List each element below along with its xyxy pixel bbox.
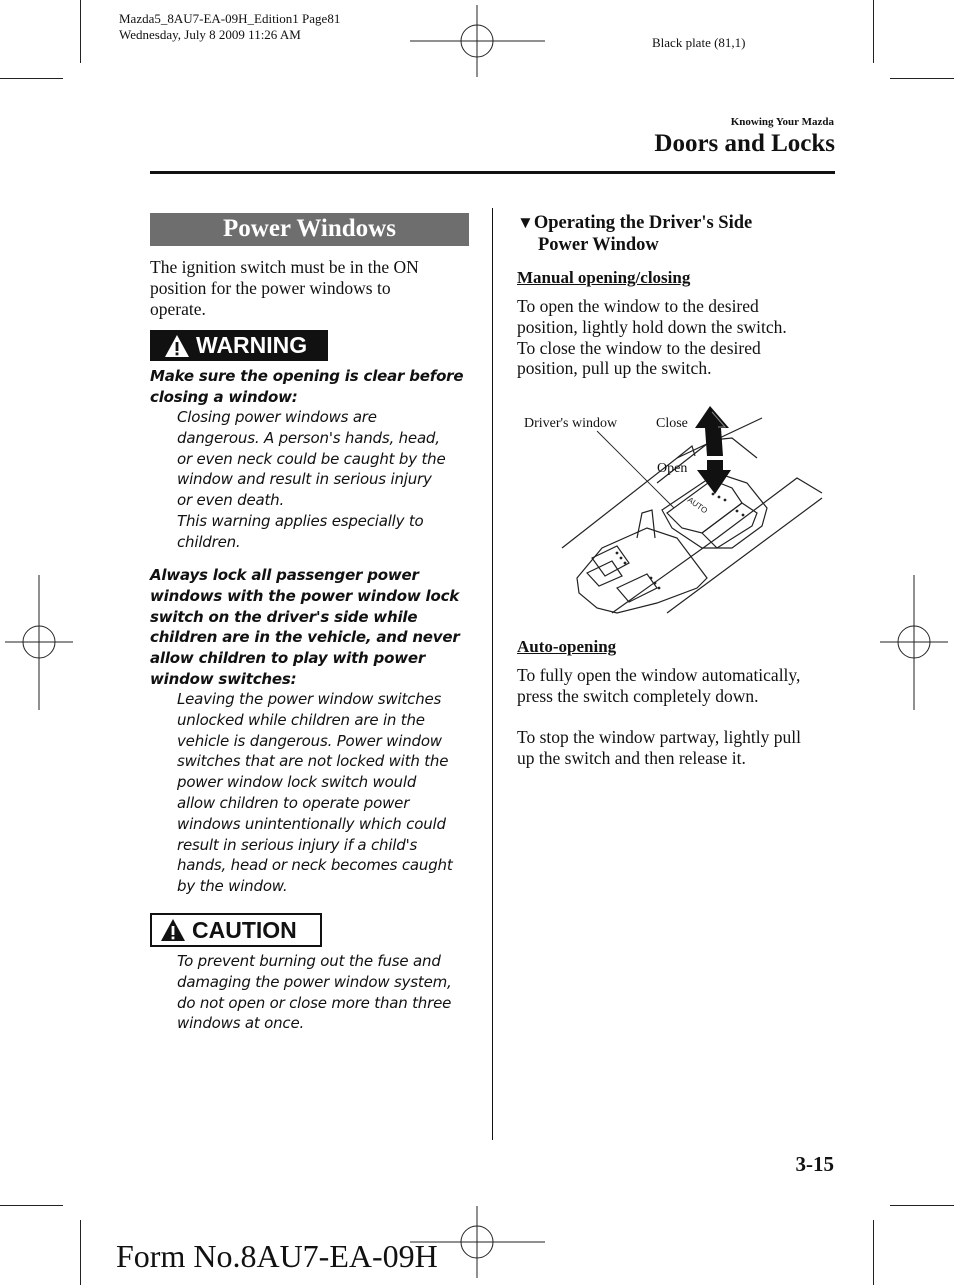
text-line: Operating the Driver's Side [533, 213, 753, 233]
up-down-arrow-icon [695, 406, 731, 494]
text-line: operate. [150, 298, 206, 319]
text-line: Make sure the opening is clear before [150, 367, 464, 385]
open-label: Open [657, 461, 688, 476]
text-line: To fully open the window automatically, [517, 665, 801, 685]
text-line: dangerous. A person's hands, head, [177, 428, 440, 447]
auto-opening-paragraph [517, 665, 837, 707]
auto-label: AUTO [685, 495, 710, 516]
text-line: window switches: [150, 669, 297, 688]
crop-mark [890, 1205, 954, 1206]
print-header-file: Mazda5_8AU7-EA-09H_Edition1 Page81 [119, 11, 341, 26]
caution-badge [150, 913, 322, 947]
close-label: Close [656, 416, 688, 431]
text-line: or even neck could be caught by the [177, 449, 446, 468]
text-line: allow children to play with power [150, 649, 426, 668]
text-line: windows at once. [177, 1014, 305, 1033]
caution-label: CAUTION [192, 916, 297, 943]
text-line: closing a window: [150, 387, 298, 406]
crop-mark [873, 1220, 874, 1285]
auto-opening-heading: Auto-opening [517, 637, 617, 656]
text-line: Closing power windows are [177, 408, 377, 426]
page-number: 3-15 [795, 1152, 834, 1176]
column-divider [492, 208, 493, 1140]
text-line: damaging the power window system, [177, 972, 452, 991]
text-line: unlocked while children are in the [177, 710, 425, 729]
power-window-switch-diagram [517, 398, 835, 623]
text-line: windows unintentionally which could [177, 814, 446, 833]
text-line: windows with the power window lock [150, 586, 460, 605]
text-line: position, pull up the switch. [517, 358, 712, 379]
warning-badge [150, 330, 328, 361]
form-number-footer: Form No.8AU7-EA-09H [116, 1238, 438, 1274]
text-line: press the switch completely down. [517, 685, 759, 706]
crop-mark [890, 78, 954, 79]
warning-1-body [177, 407, 477, 553]
text-line: window and result in serious injury [177, 470, 432, 489]
text-line: power window lock switch would [177, 773, 417, 792]
warning-2-heading [150, 565, 480, 690]
warning-triangle-icon [164, 334, 190, 358]
text-line: Power Window [538, 235, 659, 255]
text-line: position, lightly hold down the switch. [517, 316, 787, 337]
text-line: or even death. [177, 491, 285, 510]
warning-1-heading [150, 366, 480, 408]
print-header-date: Wednesday, July 8 2009 11:26 AM [119, 27, 301, 42]
text-line: Leaving the power window switches [177, 690, 442, 708]
intro-paragraph [150, 257, 470, 319]
section-category: Knowing Your Mazda [730, 116, 834, 128]
crop-mark [0, 1205, 63, 1206]
text-line: switch on the driver's side while [150, 607, 418, 626]
text-line: Always lock all passenger power [150, 566, 419, 584]
caution-body [177, 951, 477, 1034]
warning-label: WARNING [196, 332, 308, 358]
registration-mark-icon [410, 5, 545, 77]
crop-mark [80, 1220, 81, 1285]
text-line: To stop the window partway, lightly pull [517, 727, 801, 747]
registration-mark-icon [880, 575, 948, 710]
drivers-window-label: Driver's window [524, 416, 618, 431]
caution-triangle-icon [160, 918, 186, 942]
text-line: allow children to operate power [177, 793, 410, 812]
text-line: children. [177, 532, 241, 551]
text-line: hands, head or neck becomes caught [177, 856, 453, 875]
text-line: To close the window to the desired [517, 337, 761, 358]
crop-mark [873, 0, 874, 63]
text-line: up the switch and then release it. [517, 747, 746, 768]
manual-paragraph [517, 296, 837, 379]
text-line: The ignition switch must be in the ON [150, 257, 419, 277]
manual-heading: Manual opening/closing [517, 268, 691, 287]
text-line: vehicle is dangerous. Power window [177, 731, 442, 750]
crop-mark [80, 0, 81, 63]
text-line: To prevent burning out the fuse and [177, 952, 441, 970]
page-title: Doors and Locks [654, 130, 835, 157]
text-line: children are in the vehicle, and never [150, 628, 460, 647]
triangle-marker-icon: ▼ [517, 213, 534, 232]
text-line: do not open or close more than three [177, 993, 452, 1012]
header-rule [150, 171, 835, 174]
black-plate-label: Black plate (81,1) [652, 35, 746, 50]
print-header [119, 11, 340, 43]
text-line: To open the window to the desired [517, 296, 759, 316]
crop-mark [0, 78, 63, 79]
text-line: switches that are not locked with the [177, 752, 449, 771]
text-line: This warning applies especially to [177, 511, 424, 530]
subsection-heading [517, 212, 752, 256]
text-line: position for the power windows to [150, 277, 391, 298]
text-line: by the window. [177, 877, 288, 896]
text-line: result in serious injury if a child's [177, 835, 418, 854]
section-banner: Power Windows [150, 213, 469, 246]
stop-window-paragraph [517, 727, 837, 769]
registration-mark-icon [5, 575, 73, 710]
warning-2-body [177, 689, 477, 897]
